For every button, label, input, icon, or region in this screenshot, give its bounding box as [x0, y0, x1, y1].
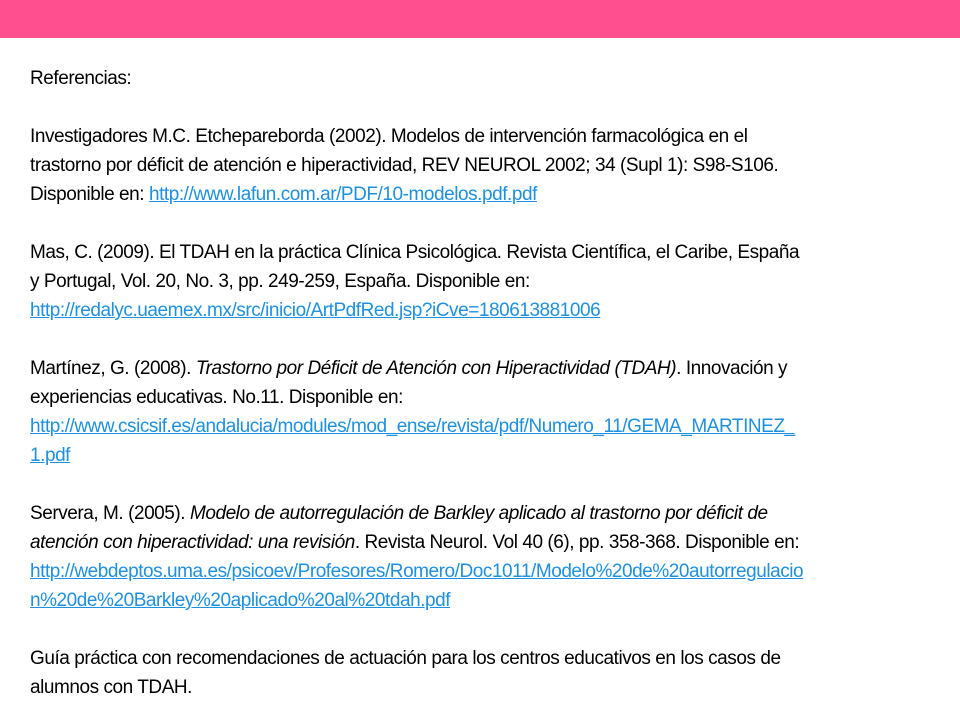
reference-servera — [30, 499, 942, 615]
reference-title: Modelo de autorregulación de Barkley aplicado al trastorno por déficit de — [189, 503, 768, 524]
reference-link[interactable]: http://www.lafun.com.ar/PDF/10-modelos.pdf.pdf — [148, 184, 537, 205]
reference-text-line: y Portugal, Vol. 20, No. 3, pp. 249-259, España. Disponible en: — [30, 271, 530, 292]
reference-details: . Innovación y — [676, 358, 788, 379]
reference-text-line: alumnos con TDAH. — [30, 677, 193, 698]
reference-title-continued: atención con hiperactividad: una revisión — [30, 532, 355, 553]
reference-details: . Revista Neurol. Vol 40 (6), pp. 358-368. Disponible en: — [354, 532, 800, 553]
reference-text-line: Investigadores M.C. Etchepareborda (2002). Modelos de intervención farmacológica en el — [30, 126, 748, 147]
reference-author: Servera, M. (2005). — [30, 503, 190, 524]
reference-text-line: Guía práctica con recomendaciones de actuación para los centros educativos en los casos de — [30, 648, 781, 669]
available-label: Disponible en: — [30, 184, 149, 205]
reference-guia-practica — [30, 644, 942, 702]
reference-martinez — [30, 354, 942, 470]
top-accent-bar — [0, 0, 960, 38]
reference-etchepareborda — [30, 122, 942, 209]
reference-author: Martínez, G. (2008). — [30, 358, 196, 379]
reference-link[interactable]: http://webdeptos.uma.es/psicoev/Profesores/Romero/Doc1011/Modelo%20de%20autorregulacio — [30, 561, 804, 582]
reference-text-line: experiencias educativas. No.11. Disponible en: — [30, 387, 403, 408]
reference-link-continued[interactable]: n%20de%20Barkley%20aplicado%20al%20tdah.pdf — [30, 590, 451, 611]
reference-link[interactable]: http://redalyc.uaemex.mx/src/inicio/ArtPdfRed.jsp?iCve=180613881006 — [30, 300, 601, 321]
reference-title: Trastorno por Déficit de Atención con Hiperactividad (TDAH) — [195, 358, 677, 379]
references-slide — [30, 64, 942, 702]
reference-text-line: trastorno por déficit de atención e hiperactividad, REV NEUROL 2002; 34 (Supl 1): S98-S106. — [30, 155, 779, 176]
references-heading: Referencias: — [30, 68, 132, 89]
reference-mas — [30, 238, 942, 325]
reference-link[interactable]: http://www.csicsif.es/andalucia/modules/mod_ense/revista/pdf/Numero_11/GEMA_MARTINEZ_ — [30, 416, 795, 437]
reference-link-continued[interactable]: 1.pdf — [30, 445, 71, 466]
reference-text-line: Mas, C. (2009). El TDAH en la práctica Clínica Psicológica. Revista Científica, el Caribe, España — [30, 242, 800, 263]
